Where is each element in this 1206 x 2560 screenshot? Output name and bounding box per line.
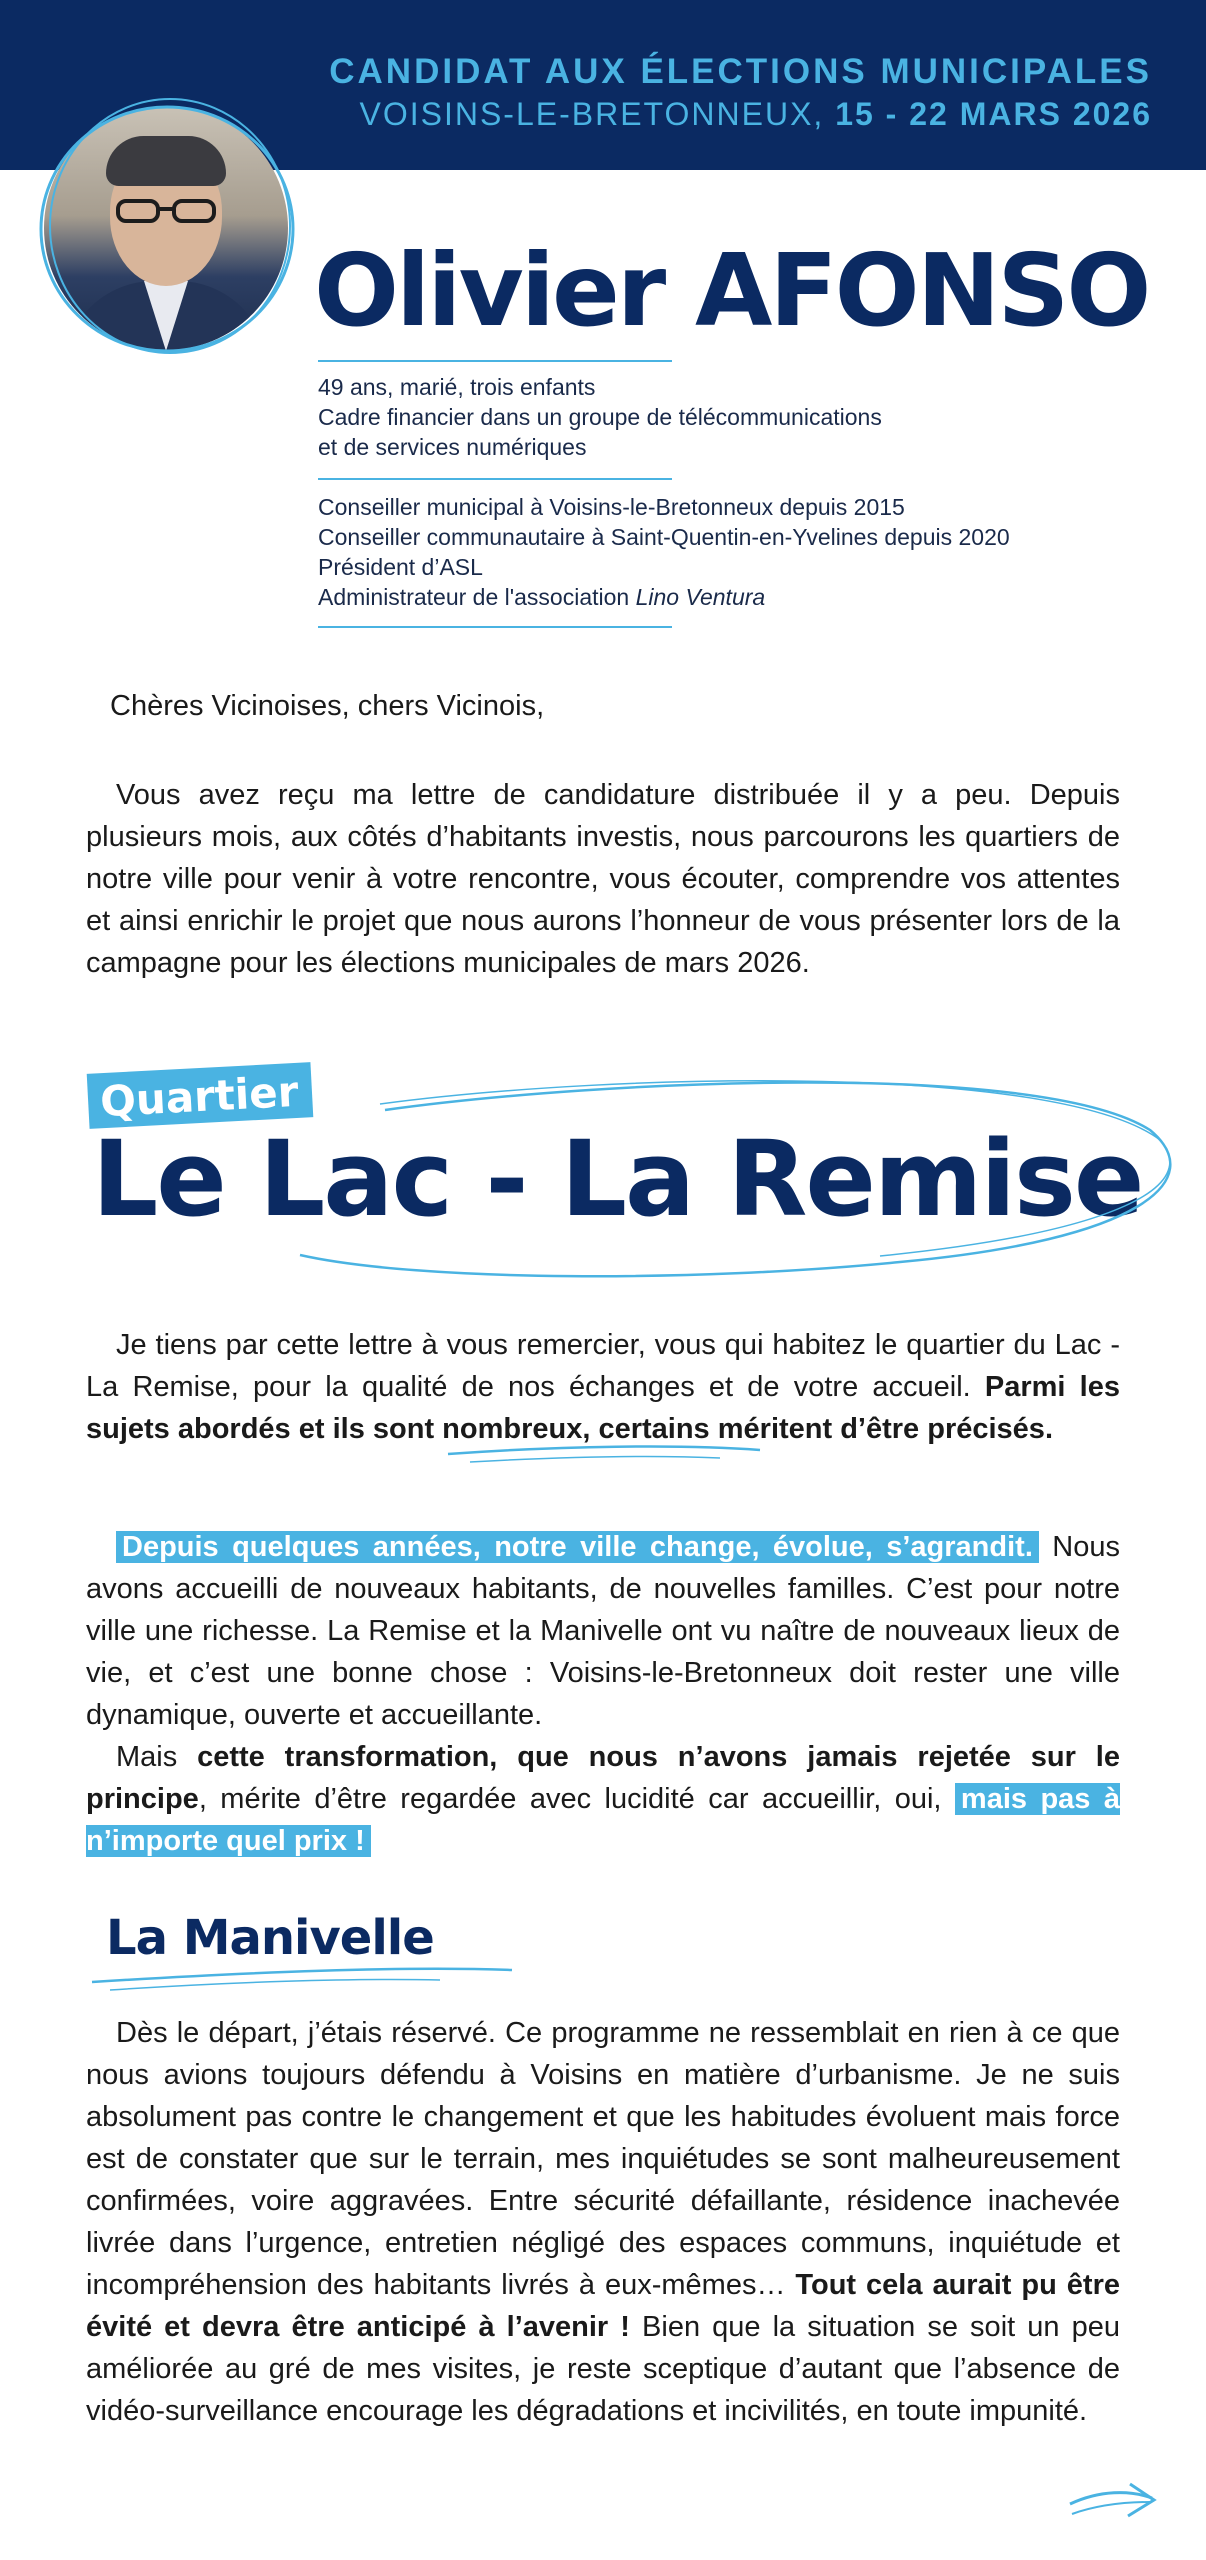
header-subtitle: [359, 96, 1152, 133]
change-paragraph: [86, 1526, 1120, 1862]
divider-rule: [318, 626, 672, 628]
manivelle-paragraph: [86, 2012, 1120, 2432]
thanks-text: Je tiens par cette lettre à vous remercier, vous qui habitez le quartier du Lac - La Remise, pour la qualité de nos échanges et de votre accueil.: [86, 1329, 1120, 1403]
bio-line: et de services numériques: [318, 434, 587, 460]
change-highlight: Depuis quelques années, notre ville change, évolue, s’agrandit.: [116, 1531, 1039, 1563]
underline-stroke: [470, 1457, 720, 1462]
change-text: Nous avons accueilli de nouveaux habitants, de nouvelles familles. C’est pour notre ville une richesse. La Remise et la Manivelle ont vu naître de nouveaux lieux de vie, et c’est une bonne chose : Voisins-le-Bretonneux doit rester une ville dynamique, ouverte et accueillante.: [86, 1531, 1120, 1731]
bio-line: Président d’ASL: [318, 554, 483, 580]
bio-line: Cadre financier dans un groupe de télécommunications: [318, 404, 882, 430]
thanks-paragraph: [86, 1324, 1120, 1450]
header-dates: 15 - 22 MARS 2026: [835, 96, 1152, 132]
greeting: Chères Vicinoises, chers Vicinois,: [110, 690, 545, 722]
header-town: VOISINS-LE-BRETONNEUX,: [359, 96, 825, 132]
bio-line: Conseiller municipal à Voisins-le-Bretonneux depuis 2015: [318, 494, 905, 520]
candidate-name: Olivier AFONSO: [314, 232, 1149, 349]
section-underline-stroke: [92, 1969, 512, 1982]
divider-rule: [318, 478, 672, 480]
quartier-title: Le Lac - La Remise: [92, 1118, 1143, 1240]
bio-roles: [318, 492, 1010, 612]
header-title: CANDIDAT AUX ÉLECTIONS MUNICIPALES: [329, 52, 1152, 91]
transfo-highlight: mais pas à n’importe quel prix !: [86, 1783, 1120, 1857]
transfo-bold: cette transformation, que nous n’avons jamais rejetée sur le principe: [86, 1741, 1120, 1815]
bio-line: Conseiller communautaire à Saint-Quentin-en-Yvelines depuis 2020: [318, 524, 1010, 550]
intro-paragraph: [86, 774, 1120, 984]
manivelle-end: Bien que la situation se soit un peu améliorée au gré de mes visites, je reste sceptique d’autant que l’absence de vidéo-surveillance encourage les dégradations et incivilités, en toute impunité.: [86, 2311, 1120, 2427]
bio-admin-prefix: Administrateur de l'association: [318, 584, 636, 610]
thanks-bold: Parmi les sujets abordés et ils sont nombreux, certains méritent d’être précisés.: [86, 1371, 1120, 1445]
transfo-start: Mais: [116, 1741, 198, 1773]
quartier-tag: Quartier: [87, 1062, 314, 1129]
transfo-text: , mérite d’être regardée avec lucidité car accueillir, oui,: [198, 1783, 942, 1815]
section-title-manivelle: La Manivelle: [106, 1910, 434, 1966]
bio-line: [318, 582, 1010, 612]
intro-text: Vous avez reçu ma lettre de candidature distribuée il y a peu. Depuis plusieurs mois, aux côtés d’habitants investis, nous parcourons les quartiers de notre ville pour venir à votre rencontre, vous écouter, comprendre vos attentes et ainsi enrichir le projet que nous aurons l’honneur de vous présenter lors de la campagne pour les élections municipales de mars 2026.: [86, 779, 1120, 979]
manivelle-text: Dès le départ, j’étais réservé. Ce programme ne ressemblait en rien à ce que nous avions toujours défendu à Voisins en matière d’urbanisme. Je ne suis absolument pas contre le changement et que les habitudes évoluent mais force est de constater que sur le terrain, mes inquiétudes se sont malheureusement confirmées, voire aggravées. Entre sécurité défaillante, résidence inachevée livrée dans l’urgence, entretien négligé des espaces communs, inquiétude et incompréhension des habitants livrés à eux-mêmes…: [86, 2017, 1120, 2301]
bio-admin-association: Lino Ventura: [635, 584, 766, 610]
bio-personal: [318, 372, 882, 462]
arrow-right-icon: [1070, 2484, 1154, 2516]
divider-rule: [318, 360, 672, 362]
photo-ring-decoration: [34, 96, 300, 362]
section-underline-stroke: [110, 1979, 440, 1990]
bio-line: 49 ans, marié, trois enfants: [318, 374, 596, 400]
manivelle-bold: Tout cela aurait pu être évité et devra être anticipé à l’avenir !: [86, 2269, 1120, 2343]
